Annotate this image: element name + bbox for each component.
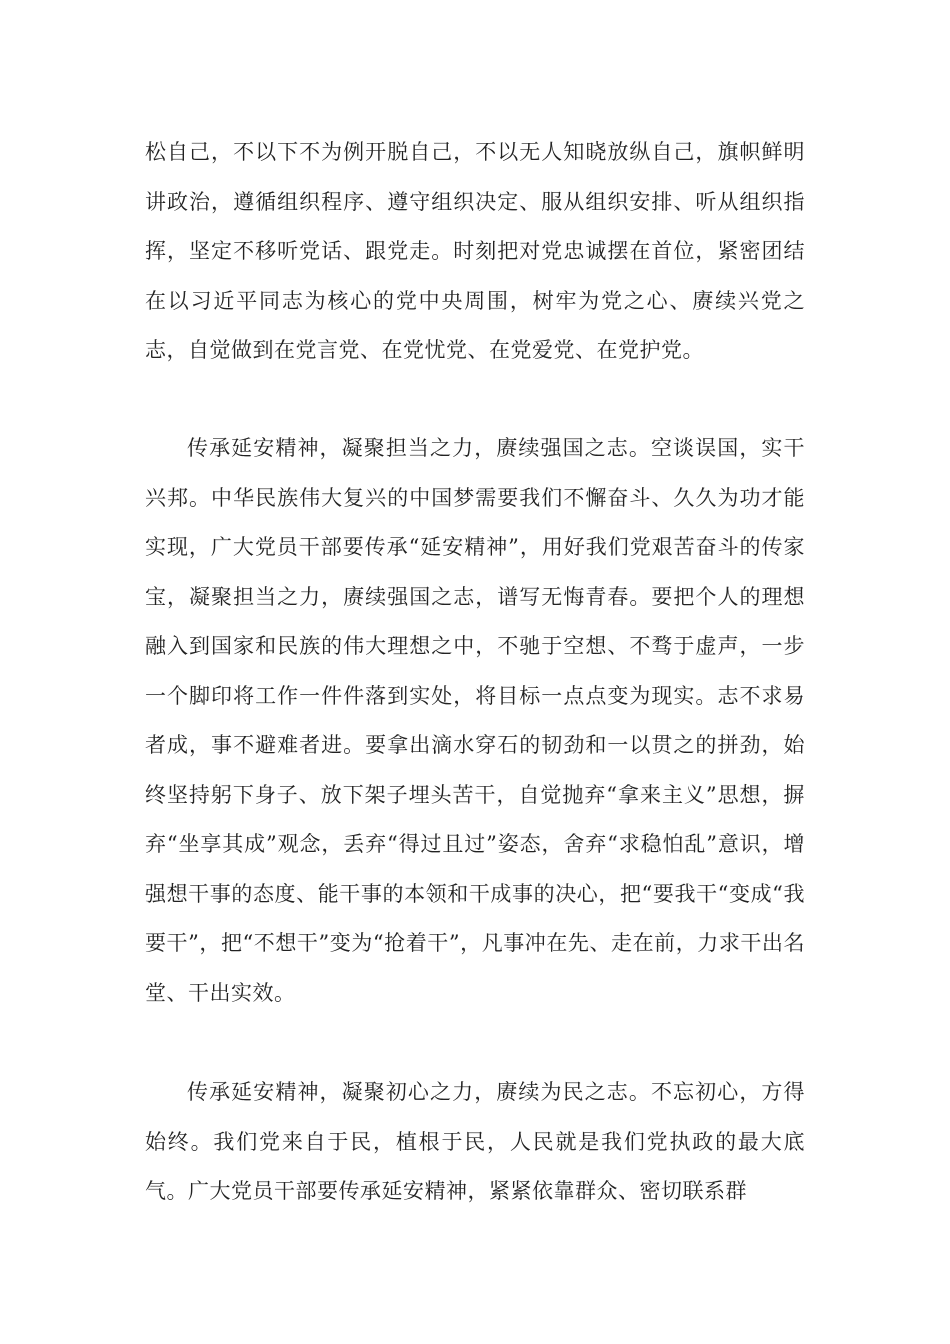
paragraph-inherit-spirit-strong-nation: 传承延安精神，凝聚担当之力，赓续强国之志。空谈误国，实干兴邦。中华民族伟大复兴的中国梦需要我们不懈奋斗、久久为功才能实现，广大党员干部要传承“延安精神”，用好我们党艰苦奋斗的传家宝，凝聚担当之力，赓续强国之志，谱写无悔青春。要把个人的理想融入到国家和民族的伟大理想之中，不驰于空想、不骛于虚声，一步一个脚印将工作一件件落到实处，将目标一点点变为现实。志不求易者成，事不避难者进。要拿出滴水穿石的韧劲和一以贯之的拼劲，始终坚持躬下身子、放下架子埋头苦干，自觉抛弃“拿来主义”思想，摒弃“坐享其成”观念，丢弃“得过且过”姿态，舍弃“求稳怕乱”意识，增强想干事的态度、能干事的本领和干成事的决心，把“要我干“变成“我要干”，把“不想干”变为“抢着干”，凡事冲在先、走在前，力求干出名堂、干出实效。 (145, 436, 805, 1005)
paragraph-inherit-spirit-serve-people: 传承延安精神，凝聚初心之力，赓续为民之志。不忘初心，方得始终。我们党来自于民，植根于民，人民就是我们党执政的最大底气。广大党员干部要传承延安精神，紧紧依靠群众、密切联系群 (145, 1080, 805, 1203)
paragraph-continuation: 松自己，不以下不为例开脱自己，不以无人知晓放纵自己，旗帜鲜明讲政治，遵循组织程序、遵守组织决定、服从组织安排、听从组织指挥，坚定不移听党话、跟党走。时刻把对党忠诚摆在首位，紧密团结在以习近平同志为核心的党中央周围，树牢为党之心、赓续兴党之志，自觉做到在党言党、在党忧党、在党爱党、在党护党。 (145, 140, 805, 362)
